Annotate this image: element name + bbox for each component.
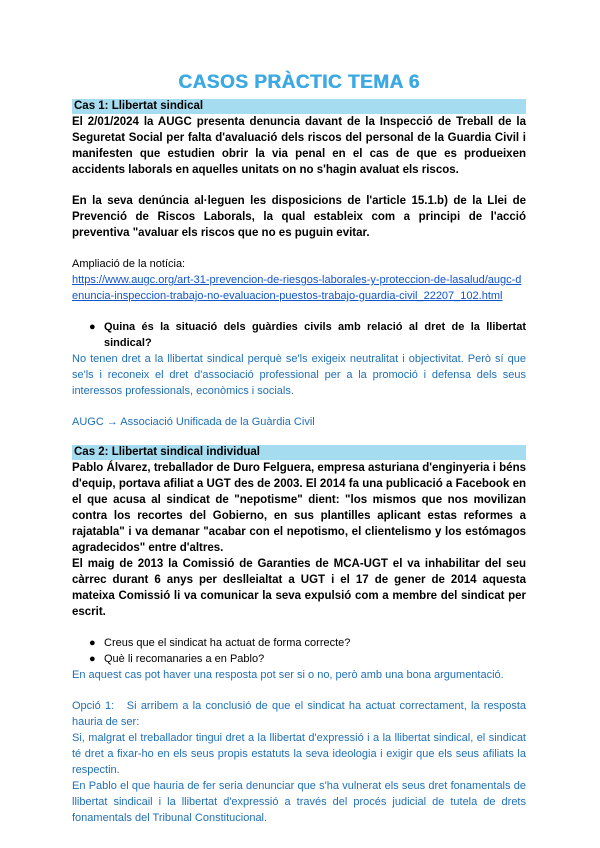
case2-option1: Opció 1: Si arribem a la conclusió de que el sindicat ha actuat correctament, la resposta hauria de ser:: [72, 700, 530, 728]
case1-answer: No tenen dret a la llibertat sindical perquè se'ls exigeix neutralitat i objectivitat. Però sí que se'ls i reconeix el dret d'associació professional per a la promoció i defensa dels seus interessos professionals, econòmics i socials.: [72, 353, 526, 397]
case2-question-1: Creus que el sindicat ha actuat de forma correcte?: [104, 637, 351, 649]
case1-news-link[interactable]: https://www.augc.org/art-31-prevencion-de-riesgos-laborales-y-proteccion-de-lasalud/augc-denuncia-inspeccion-trabajo-no-evaluacion-puestos-trabajo-guardia-civil_22207_102.html: [72, 274, 522, 302]
case1-note: AUGC → Associació Unificada de la Guàrdia Civil: [72, 416, 315, 428]
case2-heading: Cas 2: Llibertat sindical individual: [72, 445, 526, 460]
bullet-icon: ●: [89, 321, 96, 333]
case1-paragraph-1: El 2/01/2024 la AUGC presenta denuncia davant de la Inspecció de Treball de la Seguretat Social per falta d'avaluació dels riscos del personal de la Guardia Civil i manifesten que estudien obrir la via penal en el cas de que es produeixen accidents laborals en aquelles unitats on no s'hagin avaluat els riscos.: [72, 116, 526, 176]
case1-heading: Cas 1: Llibertat sindical: [72, 99, 526, 114]
case2-question-2: Què li recomanaries a en Pablo?: [104, 653, 265, 665]
document-page: [72, 72, 530, 826]
case2-option1-paragraph-2: Si, malgrat el treballador tingui dret a la llibertat d'expressió i a la llibertat sindical, el sindicat té dret a fixar-ho en els seus propis estatuts la seva ideologia i exigir que els seus afiliats la respectin.: [72, 732, 526, 776]
list-item: [72, 651, 526, 667]
bullet-icon: ●: [89, 653, 96, 665]
list-item: [72, 635, 526, 651]
bullet-icon: ●: [89, 637, 96, 649]
case2-question-list: [72, 635, 526, 667]
case2-paragraph-1: Pablo Álvarez, treballador de Duro Felguera, empresa asturiana d'enginyeria i béns d'equip, portava afiliat a UGT des de 2003. El 2014 fa una publicació a Facebook en el que acusa al sindicat de "nepotisme" dient: "los mismos que nos movilizan contra los recortes del Gobierno, en sus plantilles aplicant estas reformes a rajatabla" i va demanar "acabar con el nepotismo, el clientelismo y los estómagos agradecidos" entre d'altres.: [72, 462, 526, 554]
case1-question: Quina és la situació dels guàrdies civils amb relació al dret de la llibertat sindical?: [104, 321, 526, 349]
case2-paragraph-2: El maig de 2013 la Comissió de Garanties de MCA-UGT el va inhabilitar del seu càrrec durant 6 anys per deslleialtat a UGT i el 17 de gener de 2014 aquesta mateixa Comissió li va comunicar la seva expulsió com a membre del sindicat per escrit.: [72, 558, 526, 618]
case1-question-list: [72, 319, 526, 351]
page-title: CASOS PRÀCTIC TEMA 6: [178, 72, 420, 93]
case2-option1-paragraph-3: En Pablo el que hauria de fer seria denunciar que s'ha vulnerat els seus dret fonamentals de llibertat sindicail i la llibertat d'expressió a través del procés judicial de tutela de drets fonamentals del Tribunal Constitucional.: [72, 780, 526, 824]
case1-paragraph-2: En la seva denúncia al·leguen les disposicions de l'article 15.1.b) de la Llei de Prevenció de Riscos Laborals, la qual estableix com a principi de l'acció preventiva "avaluar els riscos que no es puguin evitar.: [72, 195, 526, 239]
list-item: [72, 319, 526, 351]
case2-answer-intro: En aquest cas pot haver una resposta pot ser si o no, però amb una bona argumentació.: [72, 669, 504, 681]
case1-ampliacio-label: Ampliació de la notícia:: [72, 258, 186, 270]
